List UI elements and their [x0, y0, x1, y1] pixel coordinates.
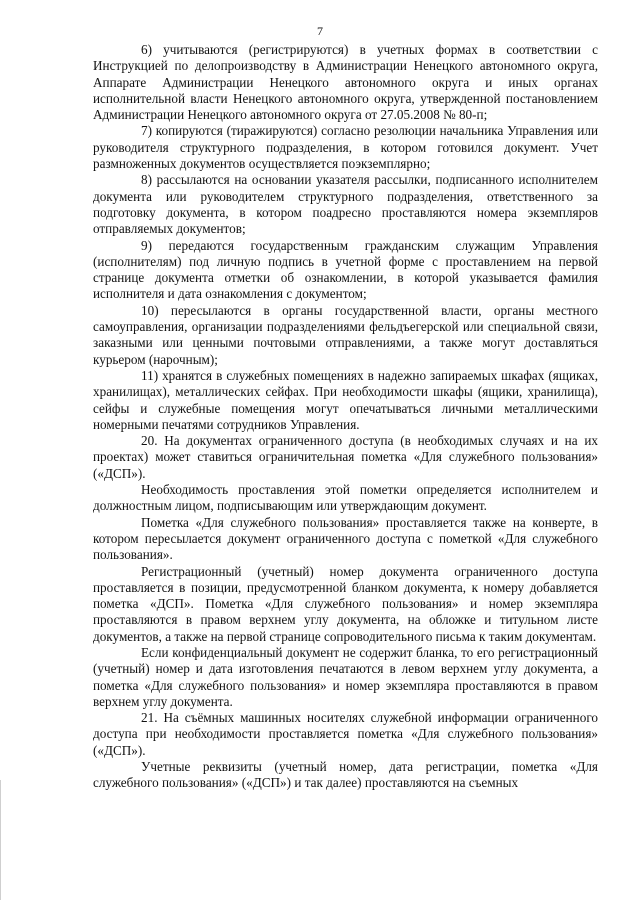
paragraph-dsp-envelope: Пометка «Для служебного пользования» проставляется также на конверте, в котором пересылается документ ограниченного доступа с пометкой «Для служебного пользования». — [93, 514, 598, 563]
paragraph-clause-20: 20. На документах ограниченного доступа (в необходимых случаях и на их проектах) может ставиться ограничительная пометка «Для служебного пользования» («ДСП»). — [93, 433, 598, 481]
scan-edge-mark — [0, 780, 1, 900]
paragraph-item-11: 11) хранятся в служебных помещениях в надежно запираемых шкафах (ящиках, хранилищах), металлических сейфах. При необходимости шкафы (ящики, хранилища), сейфы и служебные помещения могут опечатываться личными металлическими номерными печатями сотрудников Управления. — [93, 367, 598, 432]
paragraph-dsp-necessity: Необходимость проставления этой пометки определяется исполнителем и должностным лицом, подписывающим или утверждающим документ. — [93, 482, 598, 514]
paragraph-item-8: 8) рассылаются на основании указателя рассылки, подписанного исполнителем документа или руководителем структурного подразделения, ответственного за подготовку документа, в котором поадресно проставляются номера экземпляров отправляемых документов; — [93, 172, 598, 237]
paragraph-clause-21: 21. На съёмных машинных носителях служебной информации ограниченного доступа при необходимости проставляется пометка «Для служебного пользования» («ДСП»). — [93, 710, 598, 758]
paragraph-item-9: 9) передаются государственным гражданским служащим Управления (исполнителям) под личную подпись в учетной форме с проставлением на первой странице документа отметки об ознакомлении, в которой указывается фамилия исполнителя и дата ознакомления с документом; — [93, 237, 598, 302]
page-number: 7 — [317, 24, 323, 38]
paragraph-accounting-details: Учетные реквизиты (учетный номер, дата регистрации, пометка «Для служебного пользования» («ДСП») и так далее) проставляются на съемных — [93, 759, 598, 791]
paragraph-item-10: 10) пересылаются в органы государственной власти, органы местного самоуправления, организации подразделениями фельдъегерской или специальной связи, заказными или ценными почтовыми отправлениями, а также могут доставляться курьером (нарочным); — [93, 302, 598, 367]
document-body — [93, 42, 598, 792]
paragraph-no-letterhead: Если конфиденциальный документ не содержит бланка, то его регистрационный (учетный) номер и дата изготовления печатаются в левом верхнем углу документа, а пометка «Для служебного пользования» и номер экземпляра проставляются в правом верхнем углу документа. — [93, 644, 598, 709]
paragraph-registration-number: Регистрационный (учетный) номер документа ограниченного доступа проставляется в позиции, предусмотренной бланком документа, к номеру добавляется пометка «ДСП». Пометка «Для служебного пользования» и номер экземпляра проставляются в правом верхнем углу документа, на обложке и титульном листе документов, а также на первой странице сопроводительного письма к таким документам. — [93, 563, 598, 644]
paragraph-item-6: 6) учитываются (регистрируются) в учетных формах в соответствии с Инструкцией по делопроизводству в Администрации Ненецкого автономного округа, Аппарате Администрации Ненецкого автономного округа и иных органах исполнительной власти Ненецкого автономного округа, утвержденной постановлением Администрации Ненецкого автономного округа от 27.05.2008 № 80-п; — [93, 42, 598, 123]
paragraph-item-7: 7) копируются (тиражируются) согласно резолюции начальника Управления или руководителя структурного подразделения, в котором готовился документ. Учет размноженных документов осуществляется поэкземплярно; — [93, 123, 598, 172]
